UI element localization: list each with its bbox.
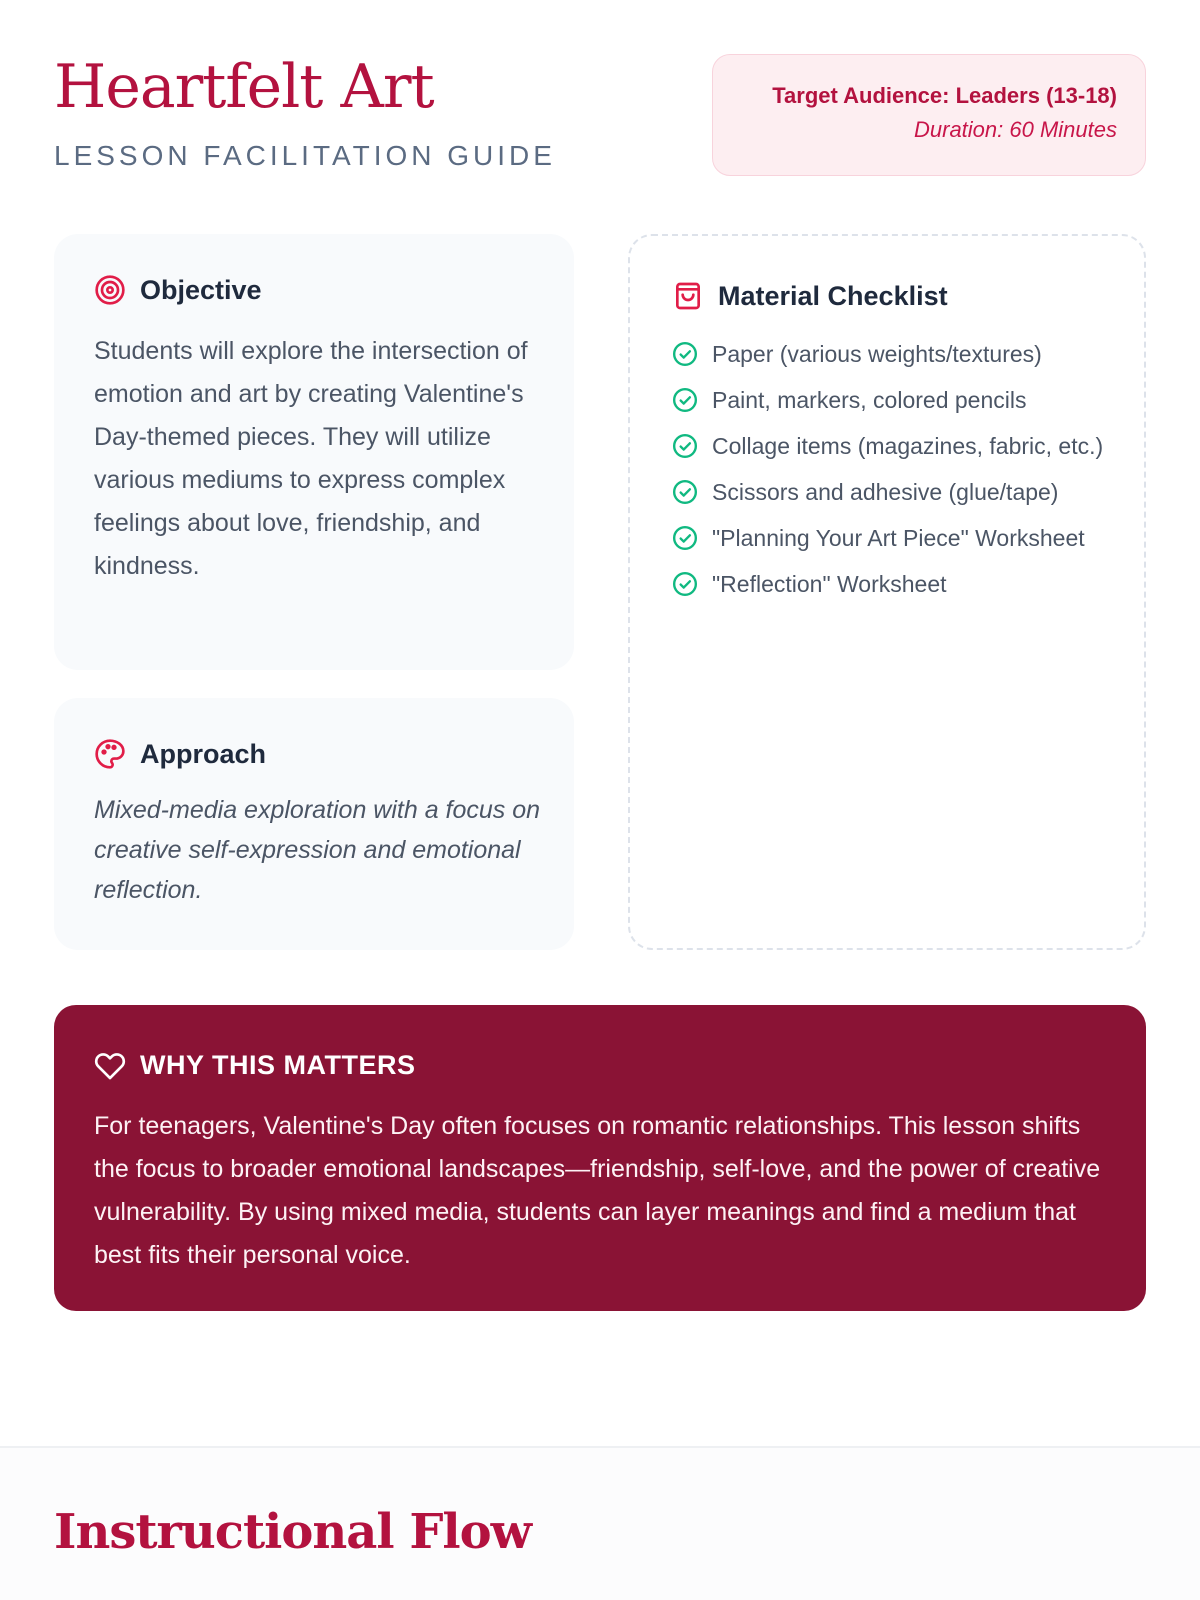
checklist-item-label: Collage items (magazines, fabric, etc.) bbox=[712, 433, 1104, 459]
approach-text: Mixed-media exploration with a focus on creative self-expression and emotional reflection. bbox=[94, 796, 541, 904]
checklist-item-label: "Planning Your Art Piece" Worksheet bbox=[712, 525, 1085, 551]
checklist-item bbox=[672, 338, 1112, 370]
audience-info-box bbox=[712, 54, 1146, 176]
objective-text: Students will explore the intersection of emotion and art by creating Valentine's Day-themed pieces. They will utilize various mediums to express complex feelings about love, friendship, and kindness. bbox=[94, 337, 528, 580]
why-this-matters-box bbox=[54, 1005, 1146, 1311]
why-text: For teenagers, Valentine's Day often focuses on romantic relationships. This lesson shifts the focus to broader emotional landscapes—friendship, self-love, and the power of creative vulnerability. By using mixed media, students can layer meanings and find a medium that best fits their personal voice. bbox=[94, 1112, 1101, 1269]
objective-heading: Objective bbox=[140, 274, 262, 305]
approach-card bbox=[54, 698, 574, 950]
checklist-item bbox=[672, 476, 1112, 508]
instructional-flow-title: Instructional Flow bbox=[54, 1504, 531, 1560]
duration-label: Duration: 60 Minutes bbox=[914, 117, 1117, 142]
palette-icon bbox=[94, 738, 126, 770]
check-circle-icon bbox=[672, 525, 698, 551]
objective-card bbox=[54, 234, 574, 670]
check-circle-icon bbox=[672, 479, 698, 505]
page-title: Heartfelt Art bbox=[54, 52, 434, 122]
shopping-bag-icon bbox=[672, 280, 704, 312]
checklist-item-label: Paper (various weights/textures) bbox=[712, 341, 1042, 367]
approach-header bbox=[94, 738, 266, 770]
checklist-heading: Material Checklist bbox=[718, 280, 948, 311]
checklist-item-label: Paint, markers, colored pencils bbox=[712, 387, 1027, 413]
checklist-header bbox=[672, 280, 948, 312]
objective-header bbox=[94, 274, 262, 306]
page-subtitle: LESSON FACILITATION GUIDE bbox=[54, 140, 556, 171]
target-audience-label: Target Audience: Leaders (13-18) bbox=[772, 83, 1117, 108]
check-circle-icon bbox=[672, 341, 698, 367]
checklist-item bbox=[672, 568, 1112, 600]
checklist-item bbox=[672, 430, 1112, 462]
checklist-item bbox=[672, 522, 1112, 554]
check-circle-icon bbox=[672, 387, 698, 413]
heart-icon bbox=[94, 1049, 126, 1081]
checklist-items bbox=[672, 338, 1112, 614]
approach-heading: Approach bbox=[140, 738, 267, 769]
checklist-item-label: Scissors and adhesive (glue/tape) bbox=[712, 479, 1059, 505]
check-circle-icon bbox=[672, 433, 698, 459]
checklist-item bbox=[672, 384, 1112, 416]
check-circle-icon bbox=[672, 571, 698, 597]
checklist-item-label: "Reflection" Worksheet bbox=[712, 571, 947, 597]
material-checklist-card bbox=[628, 234, 1146, 950]
why-heading: WHY THIS MATTERS bbox=[140, 1049, 416, 1080]
target-icon bbox=[94, 274, 126, 306]
why-header bbox=[94, 1049, 416, 1081]
